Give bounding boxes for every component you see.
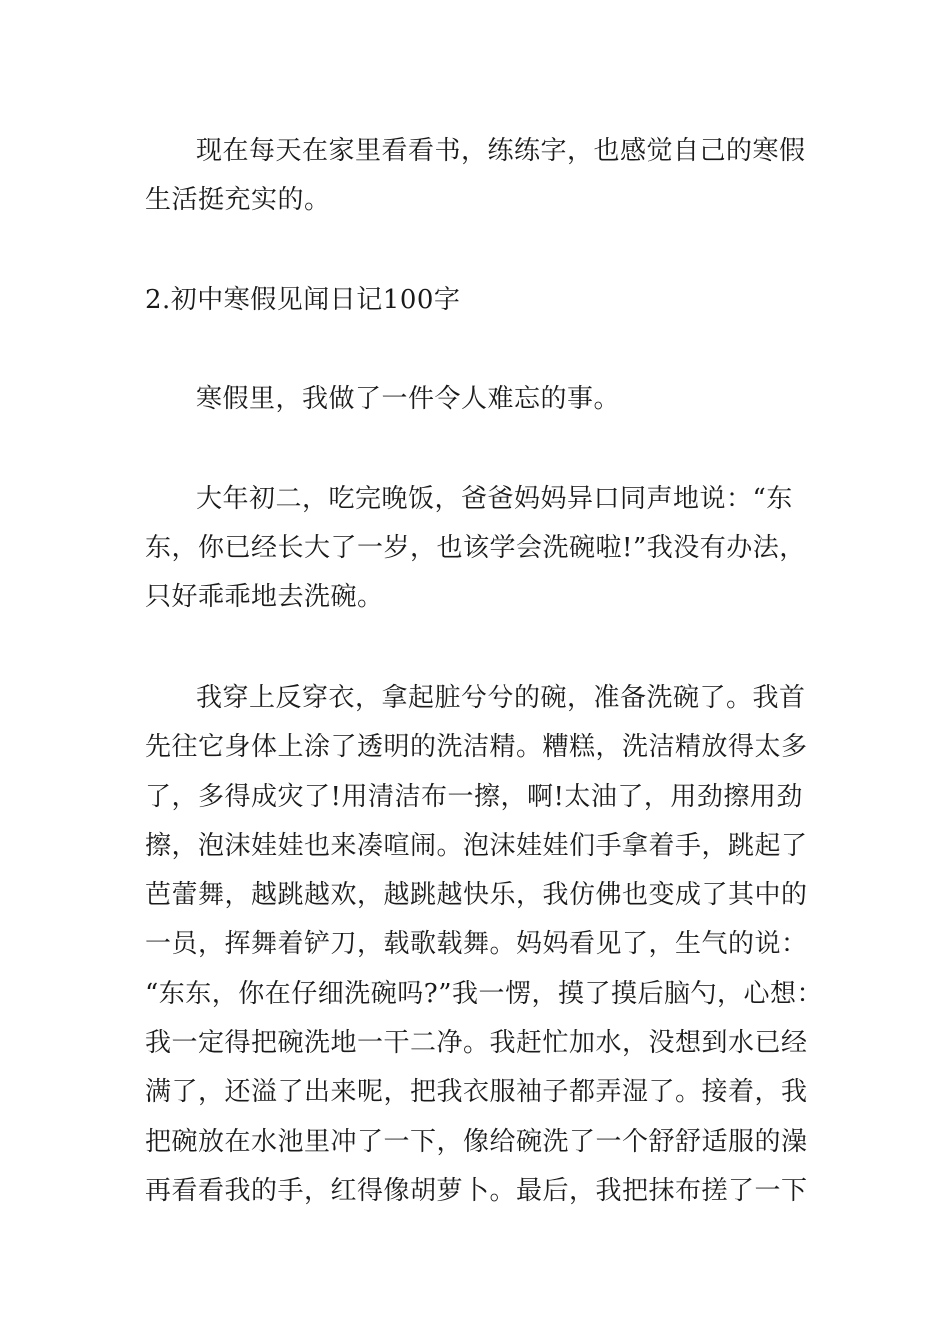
text-line: 我一定得把碗洗地一干二净。我赶忙加水，没想到水已经 bbox=[145, 1028, 808, 1058]
text-line: 擦，泡沫娃娃也来凑喧闹。泡沫娃娃们手拿着手，跳起了 bbox=[145, 831, 808, 861]
section-heading: 2.初中寒假见闻日记100字 bbox=[145, 285, 461, 315]
text-line: 把碗放在水池里冲了一下，像给碗洗了一个舒舒适服的澡 bbox=[145, 1127, 808, 1157]
text-line: 一员，挥舞着铲刀，载歌载舞。妈妈看见了，生气的说： bbox=[145, 929, 808, 959]
text-line: 先往它身体上涂了透明的洗洁精。糟糕，洗洁精放得太多 bbox=[145, 732, 808, 762]
text-line: 我穿上反穿衣，拿起脏兮兮的碗，准备洗碗了。我首 bbox=[196, 683, 806, 713]
text-line: “东东，你在仔细洗碗吗?”我一愣，摸了摸后脑勺，心想： bbox=[145, 979, 824, 1009]
text-line: 了，多得成灾了!用清洁布一擦，啊!太油了，用劲擦用劲 bbox=[145, 782, 803, 812]
text-line: 满了，还溢了出来呢，把我衣服袖子都弄湿了。接着，我 bbox=[145, 1077, 808, 1107]
text-line: 只好乖乖地去洗碗。 bbox=[145, 582, 384, 612]
text-line: 生活挺充实的。 bbox=[145, 185, 331, 215]
text-line: 东，你已经长大了一岁，也该学会洗碗啦!”我没有办法， bbox=[145, 533, 806, 563]
text-line: 芭蕾舞，越跳越欢，越跳越快乐，我仿佛也变成了其中的 bbox=[145, 880, 808, 910]
text-line: 再看看我的手，红得像胡萝卜。最后，我把抹布搓了一下 bbox=[145, 1176, 808, 1206]
text-line: 大年初二，吃完晚饭，爸爸妈妈异口同声地说：“东 bbox=[196, 484, 793, 514]
text-line: 寒假里，我做了一件令人难忘的事。 bbox=[196, 384, 621, 414]
text-line: 现在每天在家里看看书，练练字，也感觉自己的寒假 bbox=[196, 136, 806, 166]
